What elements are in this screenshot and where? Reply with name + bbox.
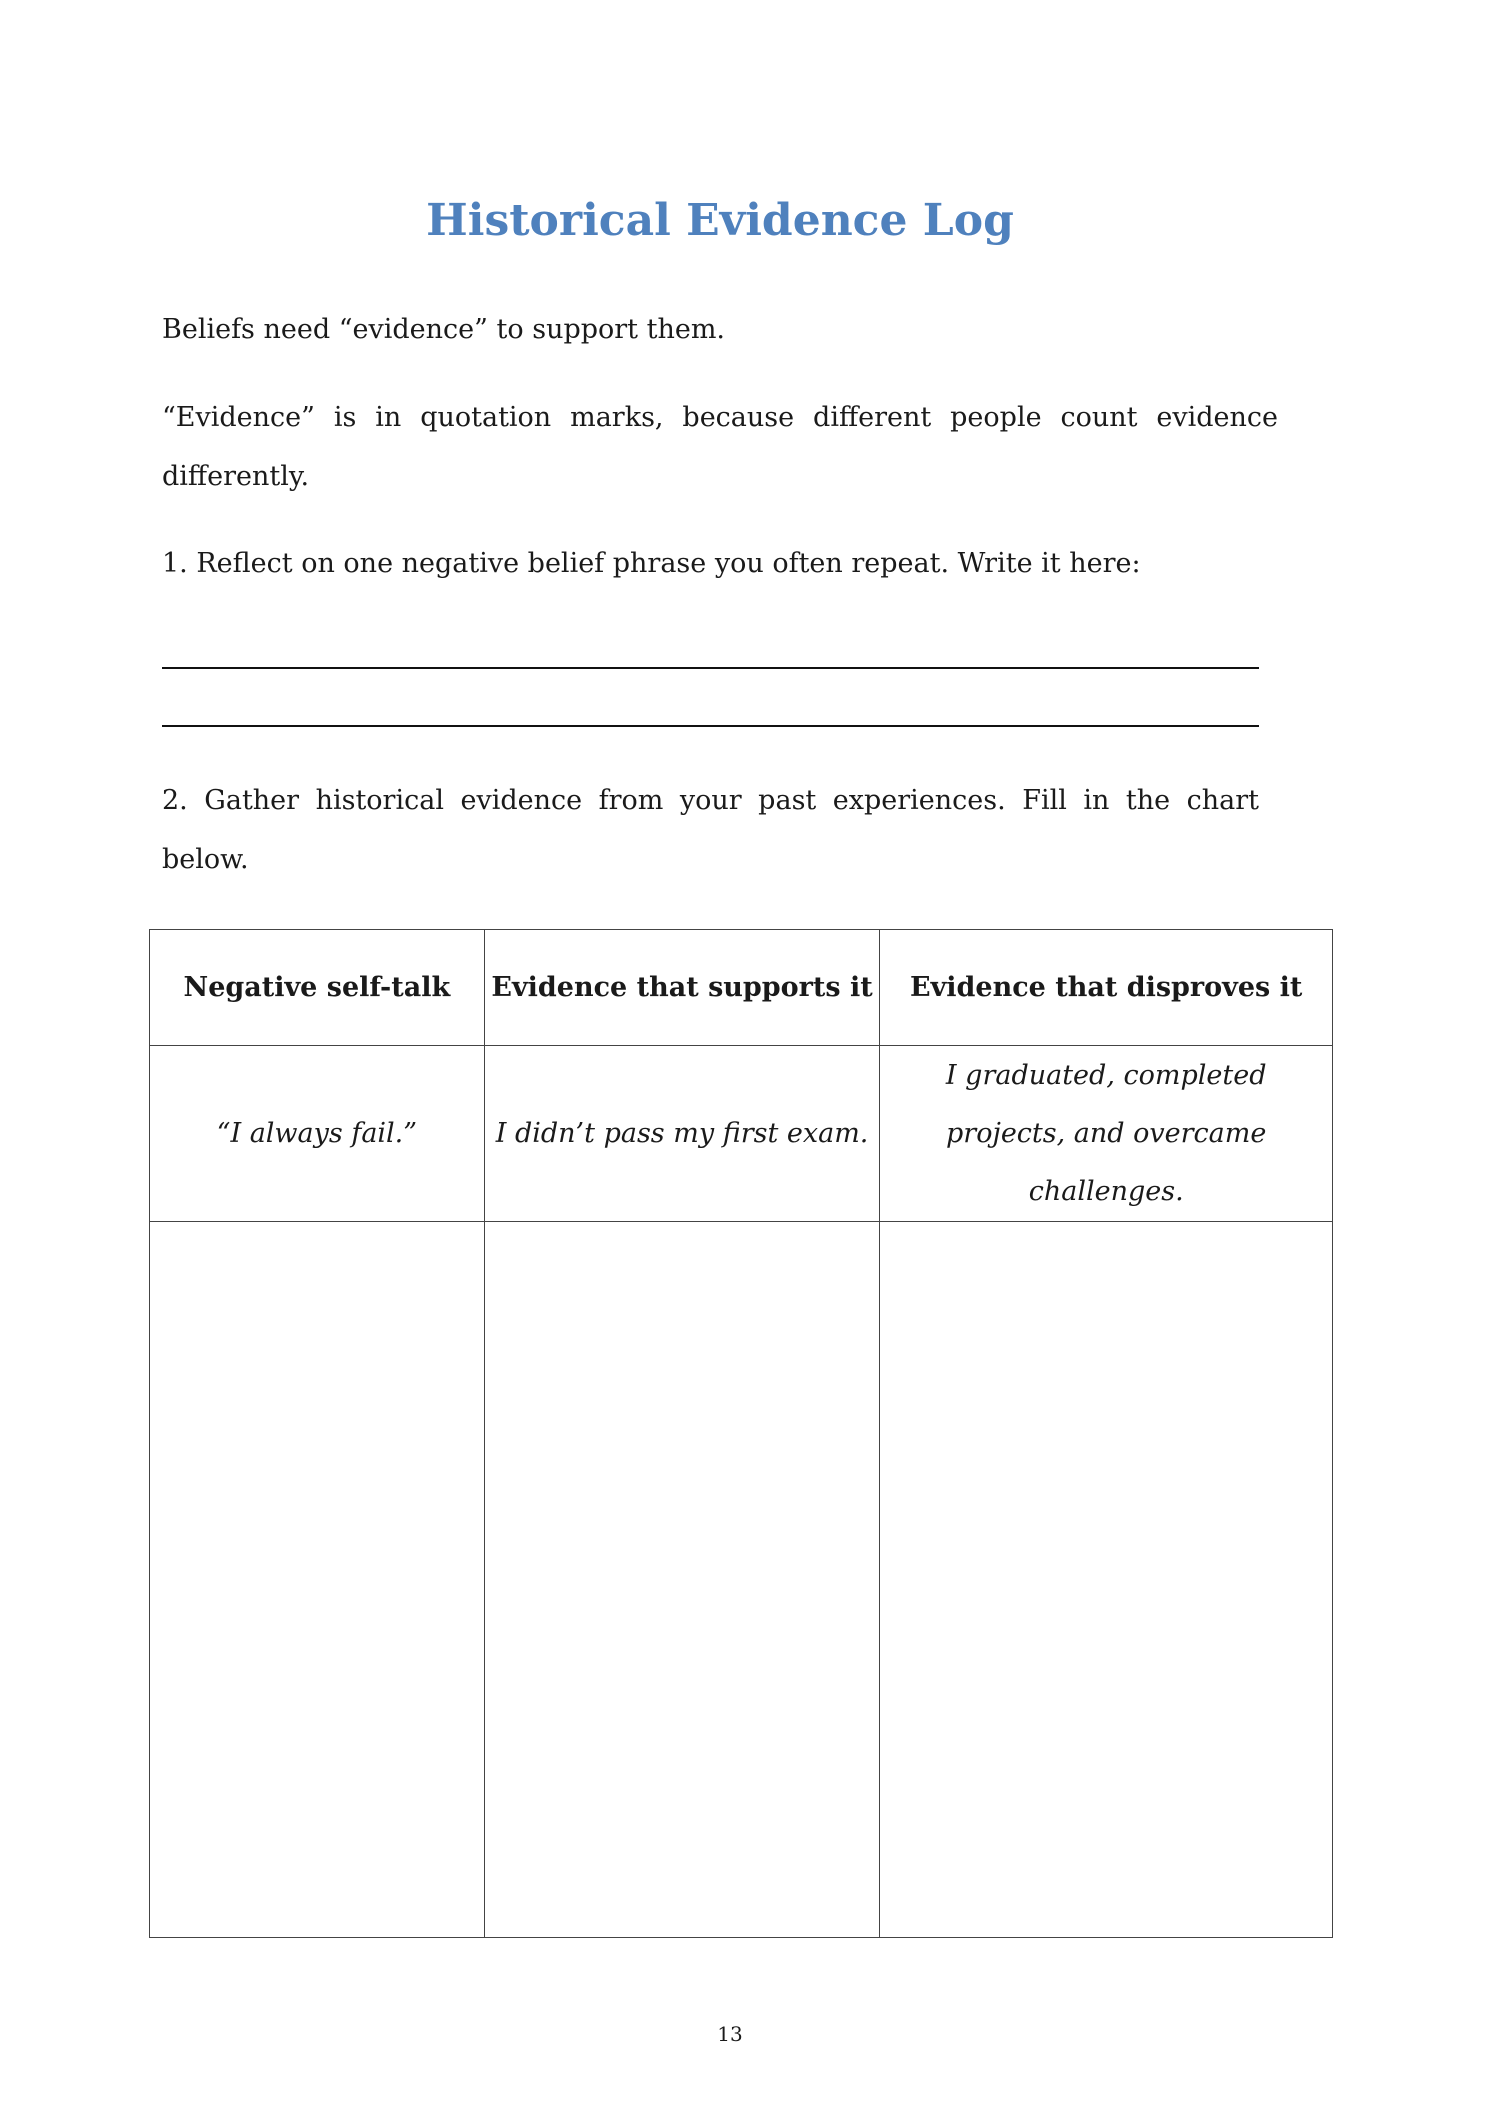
step-1-prompt: 1. Reflect on one negative belief phrase you often repeat. Write it here:: [162, 548, 1141, 579]
table-row-blank: [150, 1222, 1333, 1938]
page-title: Historical Evidence Log: [426, 195, 1014, 246]
example-self-talk: “I always fail.”: [150, 1046, 485, 1222]
example-supporting: I didn’t pass my first exam.: [484, 1046, 880, 1222]
blank-disproving-cell[interactable]: [880, 1222, 1333, 1938]
write-line-2[interactable]: [162, 725, 1259, 727]
write-line-1[interactable]: [162, 667, 1259, 669]
table-header-row: [150, 930, 1333, 1046]
step-2-prompt: 2. Gather historical evidence from your past experiences. Fill in the chart below.: [162, 785, 1259, 875]
evidence-note: “Evidence” is in quotation marks, because different people count evidence differently.: [162, 402, 1278, 492]
intro-text: Beliefs need “evidence” to support them.: [162, 314, 726, 345]
header-negative-self-talk: Negative self-talk: [150, 930, 485, 1046]
blank-supporting-cell[interactable]: [484, 1222, 880, 1938]
evidence-table: [149, 929, 1333, 1938]
blank-self-talk-cell[interactable]: [150, 1222, 485, 1938]
table-row-example: [150, 1046, 1333, 1222]
header-disproving-evidence: Evidence that disproves it: [880, 930, 1333, 1046]
page-number: 13: [717, 2022, 743, 2046]
header-supporting-evidence: Evidence that supports it: [484, 930, 880, 1046]
example-disproving: I graduated, completed projects, and overcame challenges.: [880, 1046, 1333, 1222]
